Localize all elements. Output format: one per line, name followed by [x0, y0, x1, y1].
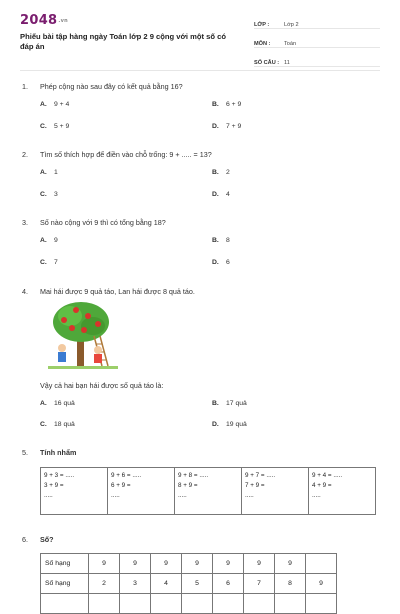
- row-label: Số hạng: [41, 574, 89, 594]
- table-cell: 9: [213, 554, 244, 574]
- mental-math-cell[interactable]: 9 + 4 = ..... 4 + 9 = .....: [309, 468, 376, 515]
- table-cell: 8: [275, 574, 306, 594]
- table-cell-blank[interactable]: [89, 594, 120, 614]
- table-cell-blank[interactable]: [151, 594, 182, 614]
- table-cell-blank[interactable]: [182, 594, 213, 614]
- table-cell: 5: [182, 574, 213, 594]
- table-cell: 7: [244, 574, 275, 594]
- table-cell: 9: [151, 554, 182, 574]
- row-label: Số hạng: [41, 554, 89, 574]
- option-4c[interactable]: C. 18 quả: [40, 421, 75, 428]
- number-table: [40, 553, 337, 614]
- apple-tree-illustration: [48, 300, 118, 370]
- question-5: 5. Tính nhẩm: [22, 448, 77, 457]
- table-cell-blank[interactable]: [275, 594, 306, 614]
- table-cell: 9: [182, 554, 213, 574]
- table-cell: 9: [306, 574, 337, 594]
- option-4d[interactable]: D. 19 quả: [212, 421, 247, 428]
- table-cell-blank[interactable]: [244, 594, 275, 614]
- mental-math-table: [40, 467, 376, 515]
- option-2b[interactable]: B. 2: [212, 169, 230, 176]
- option-3a[interactable]: A. 9: [40, 237, 58, 244]
- option-4a[interactable]: A. 16 quả: [40, 400, 75, 407]
- table-cell: 3: [120, 574, 151, 594]
- row-label-empty: [41, 594, 89, 614]
- table-cell: 9: [275, 554, 306, 574]
- table-cell: 4: [151, 574, 182, 594]
- table-row: [41, 554, 337, 574]
- question-1: 1. Phép cộng nào sau đây có kết quả bằng 16?: [22, 82, 183, 91]
- site-logo[interactable]: 2048.vn: [20, 13, 69, 28]
- table-cell: 9: [120, 554, 151, 574]
- question-3: 3. Số nào cộng với 9 thì có tổng bằng 18?: [22, 218, 166, 227]
- mental-math-cell[interactable]: 9 + 7 = ..... 7 + 9 = .....: [242, 468, 309, 515]
- question-2: 2. Tìm số thích hợp để điền vào chỗ trống: 9 + ..... = 13?: [22, 150, 212, 159]
- table-cell: 2: [89, 574, 120, 594]
- mental-math-cell[interactable]: 9 + 6 = ..... 6 + 9 = .....: [108, 468, 175, 515]
- table-row: [41, 574, 337, 594]
- meta-class: LỚP : Lớp 2: [254, 16, 380, 29]
- mental-math-cell[interactable]: 9 + 8 = ..... 8 + 9 = .....: [175, 468, 242, 515]
- option-2d[interactable]: D. 4: [212, 191, 230, 198]
- table-cell-blank[interactable]: [306, 594, 337, 614]
- option-1d[interactable]: D. 7 + 9: [212, 123, 242, 130]
- page-title: Phiếu bài tập hàng ngày Toán lớp 2 9 cộng với một số có đáp án: [20, 32, 227, 51]
- meta-question-count: SỐ CÂU : 11: [254, 54, 380, 67]
- option-3b[interactable]: B. 8: [212, 237, 230, 244]
- meta-subject: MÔN : Toán: [254, 35, 380, 48]
- table-cell-blank[interactable]: [213, 594, 244, 614]
- table-cell-blank[interactable]: [306, 554, 337, 574]
- table-cell: 9: [244, 554, 275, 574]
- option-1a[interactable]: A. 9 + 4: [40, 101, 70, 108]
- option-1b[interactable]: B. 6 + 9: [212, 101, 242, 108]
- question-4-subtext: Vậy cả hai bạn hái được số quả táo là:: [40, 381, 164, 390]
- worksheet-meta: [254, 16, 380, 73]
- option-3c[interactable]: C. 7: [40, 259, 58, 266]
- option-2c[interactable]: C. 3: [40, 191, 58, 198]
- option-4b[interactable]: B. 17 quả: [212, 400, 247, 407]
- table-cell: 6: [213, 574, 244, 594]
- mental-math-cell[interactable]: 9 + 3 = ..... 3 + 9 = .....: [41, 468, 108, 515]
- option-3d[interactable]: D. 6: [212, 259, 230, 266]
- table-row: [41, 594, 337, 614]
- option-1c[interactable]: C. 5 + 9: [40, 123, 70, 130]
- question-4: 4. Mai hái được 9 quả táo, Lan hái được 8 quả táo.: [22, 287, 195, 296]
- header-divider: [20, 70, 380, 71]
- table-cell: 9: [89, 554, 120, 574]
- table-cell-blank[interactable]: [120, 594, 151, 614]
- option-2a[interactable]: A. 1: [40, 169, 58, 176]
- question-6: 6. Số?: [22, 535, 54, 544]
